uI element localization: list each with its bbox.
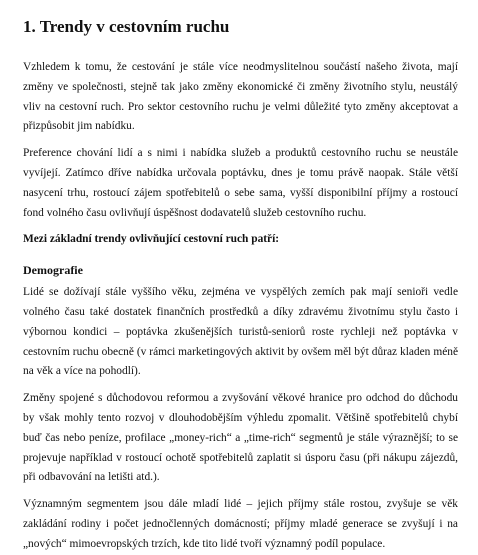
intro-paragraph-1: Vzhledem k tomu, že cestování je stále více neodmyslitelnou součástí našeho života, mají změny ve společnosti, stejně tak jako změny ekonomické či změny životního stylu, neustálý vliv na cestovní ruch. Pro sektor cestovního ruchu je velmi důležité tyto změny akceptovat a přizpůsobit jim nabídku. xyxy=(23,61,458,133)
page-title: 1. Trendy v cestovním ruchu xyxy=(23,17,230,36)
section-paragraph-3: Významným segmentem jsou dále mladí lidé – jejich příjmy stále rostou, zvyšuje se věk zakládání rodiny i počet jednočlenných domácností; příjmy mladé generace se zvyšují i na „nových“ mimoevropských trzích, kde tito lidé tvoří významný podíl populace. xyxy=(23,498,458,550)
trends-intro: Mezi základní trendy ovlivňující cestovní ruch patří: xyxy=(23,233,280,246)
section-heading-demografie: Demografie xyxy=(23,263,83,278)
section-paragraph-2: Změny spojené s důchodovou reformou a zvyšování věkové hranice pro odchod do důchodu by však mohly tento rozvoj v dlouhodobějším výhledu zpomalit. Většině spotřebitelů chybí buď čas nebo peníze, profilace „money-rich“ a „time-rich“ segmentů je stále výraznější; to se projevuje například v rostoucí ochotě spotřebitelů zaplatit si úsporu času (při nákupu zájezdů, při odbavování na letišti atd.). xyxy=(23,392,458,484)
section-paragraph-1: Lidé se dožívají stále vyššího věku, zejména ve vyspělých zemích pak mají senioři vedle volného času také dostatek finančních prostředků a díky zdravému životnímu stylu často i výbornou kondici – poptávka zkušenějších turistů-seniorů roste rychleji než poptávka v cestovním ruchu obecně (v rámci marketingových aktivit by ovšem měl být důraz kladen méně na věk a více na pohodlí). xyxy=(23,286,458,378)
intro-paragraph-2: Preference chování lidí a s nimi i nabídka služeb a produktů cestovního ruchu se neustále vyvíjejí. Zatímco dříve nabídka určovala poptávku, dnes je tomu právě naopak. Stále větší nasycení trhu, rostoucí zájem spotřebitelů o sebe sama, vyšší disponibilní příjmy a rostoucí fond volného času ovlivňují úspěšnost dodavatelů služeb cestovního ruchu. xyxy=(23,147,458,219)
